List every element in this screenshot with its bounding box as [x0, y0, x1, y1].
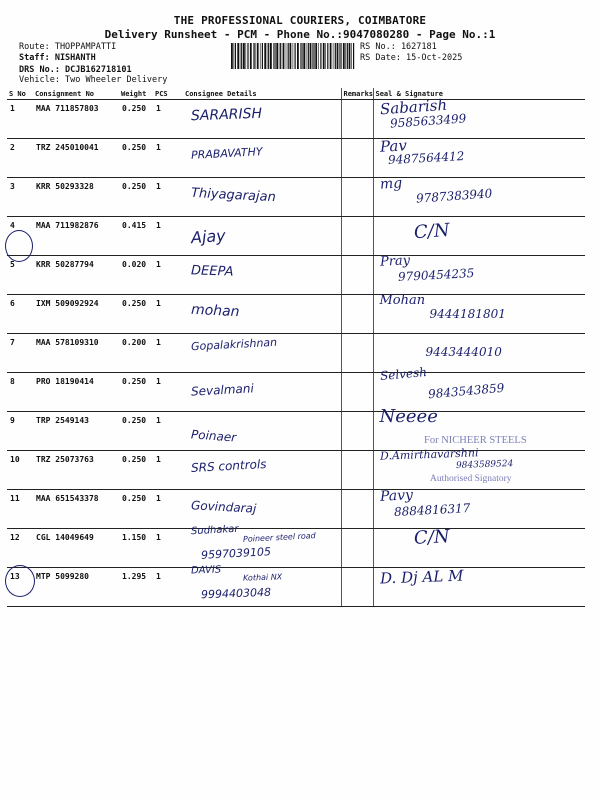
- barcode-bar: [286, 43, 287, 69]
- consignment-number-cell: MAA 711857803: [33, 100, 119, 139]
- seal-signature-cell: [373, 95, 585, 139]
- table-row: [7, 568, 585, 607]
- runsheet-table: [7, 88, 585, 607]
- remarks-cell: [341, 256, 373, 295]
- table-row: [7, 217, 585, 256]
- remarks-cell: [341, 334, 373, 373]
- table-row: [7, 295, 585, 334]
- phone-handwritten: 9787383940: [415, 186, 493, 206]
- weight-cell: 0.250: [119, 178, 153, 217]
- barcode-bar: [327, 43, 328, 69]
- table-row: [7, 334, 585, 373]
- signature-handwritten: Neeee: [379, 406, 438, 427]
- consignee-details-cell: [183, 256, 341, 295]
- consignee-details-cell: [183, 523, 341, 568]
- phone-handwritten: 9487564412: [387, 149, 465, 167]
- table-row: [7, 373, 585, 412]
- remarks-cell: [341, 100, 373, 139]
- consignment-number-cell: KRR 50293328: [33, 178, 119, 217]
- weight-cell: 0.250: [119, 412, 153, 451]
- staff-label: Staff: NISHANTH: [19, 53, 96, 63]
- barcode-bar: [254, 43, 255, 69]
- barcode-bar: [279, 43, 280, 69]
- barcode-bar: [318, 43, 319, 69]
- column-header: S No: [7, 88, 33, 100]
- signature-handwritten: Sabarish: [378, 95, 448, 119]
- weight-cell: 0.250: [119, 139, 153, 178]
- pcs-cell: 1: [153, 529, 183, 568]
- consignee-details-cell: [183, 373, 341, 412]
- serial-number-cell: 10: [7, 451, 33, 490]
- barcode-bar: [246, 43, 247, 69]
- seal-signature-cell: [373, 295, 585, 334]
- barcode-bar: [337, 43, 339, 69]
- barcode-bar: [343, 43, 345, 69]
- seal-signature-cell: [373, 568, 585, 607]
- barcode-bar: [267, 43, 268, 69]
- seal-signature-cell: [373, 253, 585, 295]
- consignee-name-handwritten: Thiyagarajan: [190, 185, 277, 206]
- consignee-address-handwritten: Poineer steel road: [242, 531, 316, 544]
- table-row: [7, 100, 585, 139]
- barcode-bar: [262, 43, 263, 69]
- barcode-bar: [301, 43, 302, 69]
- phone-handwritten: 9443444010: [425, 345, 502, 359]
- weight-cell: 1.295: [119, 568, 153, 607]
- signature-handwritten: C/N: [412, 219, 450, 244]
- consignee-address-handwritten: Kothai NX: [242, 572, 283, 583]
- weight-cell: 0.415: [119, 217, 153, 256]
- barcode-bar: [273, 43, 274, 69]
- remarks-cell: [341, 451, 373, 490]
- barcode-bar: [250, 43, 252, 69]
- barcode-bar: [283, 43, 285, 69]
- consignee-name-handwritten: Govindaraj: [190, 498, 257, 516]
- route-label: Route: THOPPAMPATTI: [19, 42, 117, 52]
- barcode-bar: [295, 43, 296, 69]
- barcode-bar: [270, 43, 272, 69]
- column-header: Consignment No: [33, 88, 119, 100]
- table-row: [7, 256, 585, 295]
- consignee-name-handwritten: Sudhakar: [190, 523, 239, 538]
- seal-signature-cell: [373, 175, 585, 217]
- table-header-row: [7, 88, 585, 100]
- barcode-bar: [257, 43, 259, 69]
- seal-signature-cell: [373, 136, 585, 178]
- signature-handwritten: Pavy: [379, 487, 413, 505]
- barcode-bar: [340, 43, 341, 69]
- barcode-bar: [347, 43, 348, 69]
- consignment-number-cell: KRR 50287794: [33, 256, 119, 295]
- barcode-bar: [241, 43, 242, 69]
- barcode-bar: [235, 43, 236, 69]
- consignee-details-cell: [183, 100, 341, 139]
- weight-cell: 0.250: [119, 373, 153, 412]
- barcode-bar: [300, 43, 301, 69]
- rs-number: RS No.: 1627181: [360, 42, 437, 52]
- phone-handwritten: 9585633499: [389, 111, 467, 131]
- consignment-number-cell: TRZ 245010041: [33, 139, 119, 178]
- rs-date: RS Date: 15-Oct-2025: [360, 53, 463, 63]
- serial-number-cell: 2: [7, 139, 33, 178]
- pcs-cell: 1: [153, 490, 183, 529]
- remarks-cell: [341, 139, 373, 178]
- signature-handwritten: D. Dj AL M: [379, 566, 464, 588]
- consignee-name-handwritten: SRS controls: [190, 457, 267, 475]
- serial-number-cell: 3: [7, 178, 33, 217]
- weight-cell: 1.150: [119, 529, 153, 568]
- signature-handwritten: D.Amirthavarshni: [379, 446, 479, 463]
- pcs-cell: 1: [153, 373, 183, 412]
- remarks-cell: [341, 529, 373, 568]
- consignee-details-cell: [183, 217, 341, 256]
- barcode-bar: [353, 43, 354, 69]
- consignee-details-cell: [183, 490, 341, 529]
- consignee-name-handwritten: mohan: [190, 301, 240, 321]
- barcode-bar: [313, 43, 314, 69]
- barcode-bar: [303, 43, 305, 69]
- column-header: Weight: [119, 88, 153, 100]
- consignment-number-cell: CGL 14049649: [33, 529, 119, 568]
- serial-number-cell: 12: [7, 529, 33, 568]
- column-header: PCS: [153, 88, 183, 100]
- barcode-bar: [288, 43, 289, 69]
- pcs-cell: 1: [153, 451, 183, 490]
- column-header: Consignee Details: [183, 88, 341, 100]
- signature-handwritten: Selvesh: [378, 364, 427, 384]
- drs-number: DRS No.: DCJB162718101: [19, 65, 132, 75]
- consignee-phone-handwritten: 9994403048: [200, 585, 272, 602]
- stamp-company: For NICHEER STEELS: [424, 435, 527, 446]
- table-row: [7, 139, 585, 178]
- barcode-bar: [240, 43, 241, 69]
- serial-number-cell: 8: [7, 373, 33, 412]
- consignment-number-cell: IXM 509092924: [33, 295, 119, 334]
- serial-number-cell: 11: [7, 490, 33, 529]
- barcode-bar: [234, 43, 235, 69]
- pcs-cell: 1: [153, 100, 183, 139]
- consignee-details-cell: [183, 451, 341, 490]
- phone-handwritten: 9444181801: [429, 307, 506, 321]
- barcode-bar: [297, 43, 299, 69]
- barcode-bar: [253, 43, 254, 69]
- column-header: Remarks: [341, 88, 373, 100]
- phone-handwritten: 9843543859: [427, 380, 505, 402]
- remarks-cell: [341, 178, 373, 217]
- barcode-bar: [308, 43, 309, 69]
- consignee-details-cell: [183, 139, 341, 178]
- consignment-number-cell: MAA 651543378: [33, 490, 119, 529]
- remarks-cell: [341, 490, 373, 529]
- signature-handwritten: Mohan: [379, 293, 426, 308]
- barcode-bar: [312, 43, 313, 69]
- column-header: Seal & Signature: [373, 88, 585, 100]
- runsheet-subtitle: Delivery Runsheet - PCM - Phone No.:9047080280 - Page No.:1: [104, 28, 496, 41]
- barcode-bar: [268, 43, 269, 69]
- barcode-bar: [323, 43, 325, 69]
- table-row: [7, 490, 585, 529]
- serial-number-cell: 7: [7, 334, 33, 373]
- seal-signature-cell: [373, 487, 585, 529]
- serial-number-cell: 9: [7, 412, 33, 451]
- barcode-bar: [264, 43, 266, 69]
- weight-cell: 0.250: [119, 295, 153, 334]
- barcode-bar: [247, 43, 248, 69]
- barcode-bar: [274, 43, 275, 69]
- barcode-bar: [306, 43, 307, 69]
- consignment-number-cell: PRO 18190414: [33, 373, 119, 412]
- barcode-bar: [237, 43, 239, 69]
- serial-number-cell: 5: [7, 256, 33, 295]
- serial-number-cell: 13: [7, 568, 33, 607]
- consignee-phone-handwritten: 9597039105: [200, 545, 272, 562]
- barcode-bar: [231, 43, 233, 69]
- barcode-bar: [330, 43, 332, 69]
- barcode-bar: [260, 43, 261, 69]
- weight-cell: 0.250: [119, 451, 153, 490]
- consignee-name-handwritten: SARARISH: [190, 105, 263, 125]
- table-row: [7, 529, 585, 568]
- pcs-cell: 1: [153, 217, 183, 256]
- remarks-cell: [341, 412, 373, 451]
- barcode-bar: [333, 43, 334, 69]
- barcode-bar: [293, 43, 294, 69]
- remarks-cell: [341, 568, 373, 607]
- consignee-details-cell: [183, 564, 341, 607]
- signature-handwritten: Pav: [379, 136, 407, 156]
- signature-handwritten: mg: [378, 175, 403, 193]
- serial-number-cell: 6: [7, 295, 33, 334]
- barcode-bar: [349, 43, 351, 69]
- row-12-circle-mark: [5, 565, 35, 597]
- consignee-name-handwritten: Gopalakrishnan: [190, 335, 278, 354]
- runsheet-table-wrap: [7, 88, 585, 607]
- barcode-bar: [345, 43, 346, 69]
- pcs-cell: 1: [153, 256, 183, 295]
- pcs-cell: 1: [153, 568, 183, 607]
- remarks-cell: [341, 373, 373, 412]
- consignment-number-cell: MAA 711982876: [33, 217, 119, 256]
- consignee-name-handwritten: Ajay: [190, 225, 227, 248]
- barcode-bar: [315, 43, 317, 69]
- serial-number-cell: 4: [7, 217, 33, 256]
- consignee-details-cell: [183, 295, 341, 334]
- phone-handwritten: 9843589524: [455, 459, 513, 471]
- remarks-cell: [341, 295, 373, 334]
- phone-handwritten: 9790454235: [397, 266, 475, 284]
- barcode-bar: [276, 43, 278, 69]
- pcs-cell: 1: [153, 412, 183, 451]
- barcode-bar: [320, 43, 321, 69]
- barcode-bar: [335, 43, 336, 69]
- consignee-details-cell: [183, 412, 341, 451]
- remarks-cell: [341, 217, 373, 256]
- pcs-cell: 1: [153, 139, 183, 178]
- pcs-cell: 1: [153, 334, 183, 373]
- barcode-bar: [243, 43, 245, 69]
- barcode-bar: [310, 43, 312, 69]
- weight-cell: 0.250: [119, 490, 153, 529]
- consignment-number-cell: MAA 578109310: [33, 334, 119, 373]
- pcs-cell: 1: [153, 295, 183, 334]
- barcode-bar: [280, 43, 281, 69]
- row-4-circle-mark: [5, 230, 33, 262]
- consignment-number-cell: TRP 2549143: [33, 412, 119, 451]
- pcs-cell: 1: [153, 178, 183, 217]
- consignee-name-handwritten: Sevalmani: [190, 381, 255, 399]
- phone-handwritten: 8884816317: [393, 501, 471, 519]
- consignee-details-cell: [183, 178, 341, 217]
- weight-cell: 0.250: [119, 100, 153, 139]
- serial-number-cell: 1: [7, 100, 33, 139]
- stamp-authorised: Authorised Signatory: [430, 474, 512, 484]
- consignee-name-handwritten: PRABAVATHY: [190, 145, 263, 162]
- consignment-number-cell: TRZ 25073763: [33, 451, 119, 490]
- signature-handwritten: C/N: [412, 526, 450, 549]
- consignee-name-handwritten: DAVIS: [190, 564, 222, 577]
- table-row: [7, 178, 585, 217]
- company-title: THE PROFESSIONAL COURIERS, COIMBATORE: [173, 14, 427, 27]
- seal-signature-cell: [373, 526, 585, 568]
- barcode: [231, 43, 355, 69]
- vehicle-label: Vehicle: Two Wheeler Delivery: [19, 75, 168, 85]
- consignment-number-cell: MTP 5099280: [33, 568, 119, 607]
- consignee-name-handwritten: DEEPA: [190, 263, 234, 280]
- weight-cell: 0.200: [119, 334, 153, 373]
- weight-cell: 0.020: [119, 256, 153, 295]
- consignee-name-handwritten: Poinaer: [190, 427, 237, 445]
- barcode-bar: [339, 43, 340, 69]
- consignee-details-cell: [183, 334, 341, 373]
- barcode-bar: [325, 43, 326, 69]
- signature-handwritten: Pray: [379, 253, 410, 270]
- barcode-bar: [351, 43, 352, 69]
- seal-signature-cell: [373, 217, 585, 256]
- barcode-bar: [290, 43, 292, 69]
- table-body: [7, 95, 585, 607]
